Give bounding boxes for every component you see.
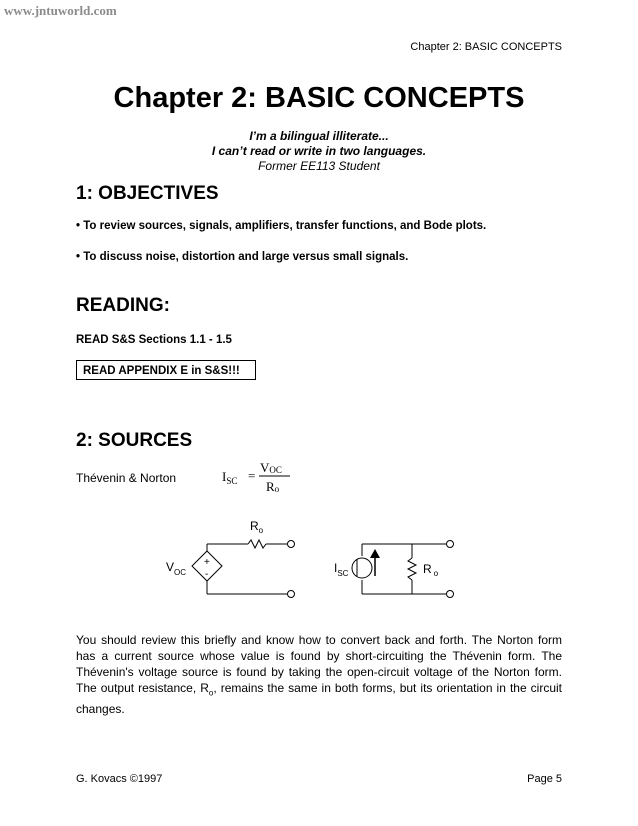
- explanation-paragraph: [76, 632, 562, 717]
- footer-page-number: Page 5: [527, 773, 562, 785]
- quote-attribution: Former EE113 Student: [258, 159, 380, 173]
- thevenin-resistor-icon: [248, 540, 266, 548]
- eq-numerator: VOC: [260, 460, 282, 475]
- footer-author: G. Kovacs ©1997: [76, 773, 163, 785]
- reading-line: READ S&S Sections 1.1 - 1.5: [76, 334, 232, 346]
- sources-heading: 2: SOURCES: [76, 430, 193, 451]
- norton-terminal-top: [447, 541, 454, 548]
- objective-bullet-2: • To discuss noise, distortion and large versus small signals.: [76, 251, 409, 263]
- norton-resistor-icon: [408, 558, 416, 580]
- eq-equals: =: [248, 468, 256, 483]
- source-minus: -: [205, 569, 209, 580]
- eq-lhs: $I_{SC}$: [222, 469, 238, 486]
- circuit-diagram: [0, 450, 638, 620]
- reading-heading: READING:: [76, 295, 170, 316]
- thevenin-circuit: [166, 519, 295, 598]
- isc-label: $I_{SC}$: [334, 561, 349, 578]
- chapter-title: Chapter 2: BASIC CONCEPTS: [113, 82, 525, 114]
- thevenin-terminal-top: [288, 541, 295, 548]
- thevenin-terminal-bottom: [288, 591, 295, 598]
- paragraph-part-2: , remains the same in both forms, but its orientation in the circuit changes.: [76, 681, 563, 717]
- norton-terminal-bottom: [447, 591, 454, 598]
- thevenin-norton-label: Thévenin & Norton: [76, 471, 177, 485]
- epigraph: [0, 129, 638, 174]
- eq-denominator: Ro: [266, 479, 280, 494]
- quote-line-2: I can’t read or write in two languages.: [211, 144, 427, 158]
- current-arrow-icon: [370, 549, 380, 558]
- watermark: www.jntuworld.com: [4, 3, 117, 18]
- paragraph-part-1: You should review this briefly and know how to convert back and forth. The Norton form has a current source whose value is found by short-circuiting the Thévenin form. The Thévenin's voltage source is found by taking the open-circuit voltage of the Norton form. The output resistance, R: [76, 633, 562, 695]
- quote-line-1: I’m a bilingual illiterate...: [249, 129, 389, 143]
- objectives-heading: 1: OBJECTIVES: [76, 183, 219, 204]
- voc-label: $V_{OC}$: [166, 560, 187, 577]
- objective-bullet-1: • To review sources, signals, amplifiers, transfer functions, and Bode plots.: [76, 220, 487, 232]
- paragraph-subscript: o: [208, 688, 214, 698]
- current-source-icon: [352, 558, 372, 578]
- isc-equation: [222, 460, 290, 494]
- appendix-callout-box: READ APPENDIX E in S&S!!!: [76, 360, 256, 380]
- norton-circuit: [334, 541, 454, 598]
- norton-resistor-label: R $_o$: [423, 562, 439, 578]
- thevenin-resistor-label: $R_o$: [250, 519, 264, 535]
- running-header: Chapter 2: BASIC CONCEPTS: [410, 41, 562, 53]
- source-plus: +: [204, 557, 210, 568]
